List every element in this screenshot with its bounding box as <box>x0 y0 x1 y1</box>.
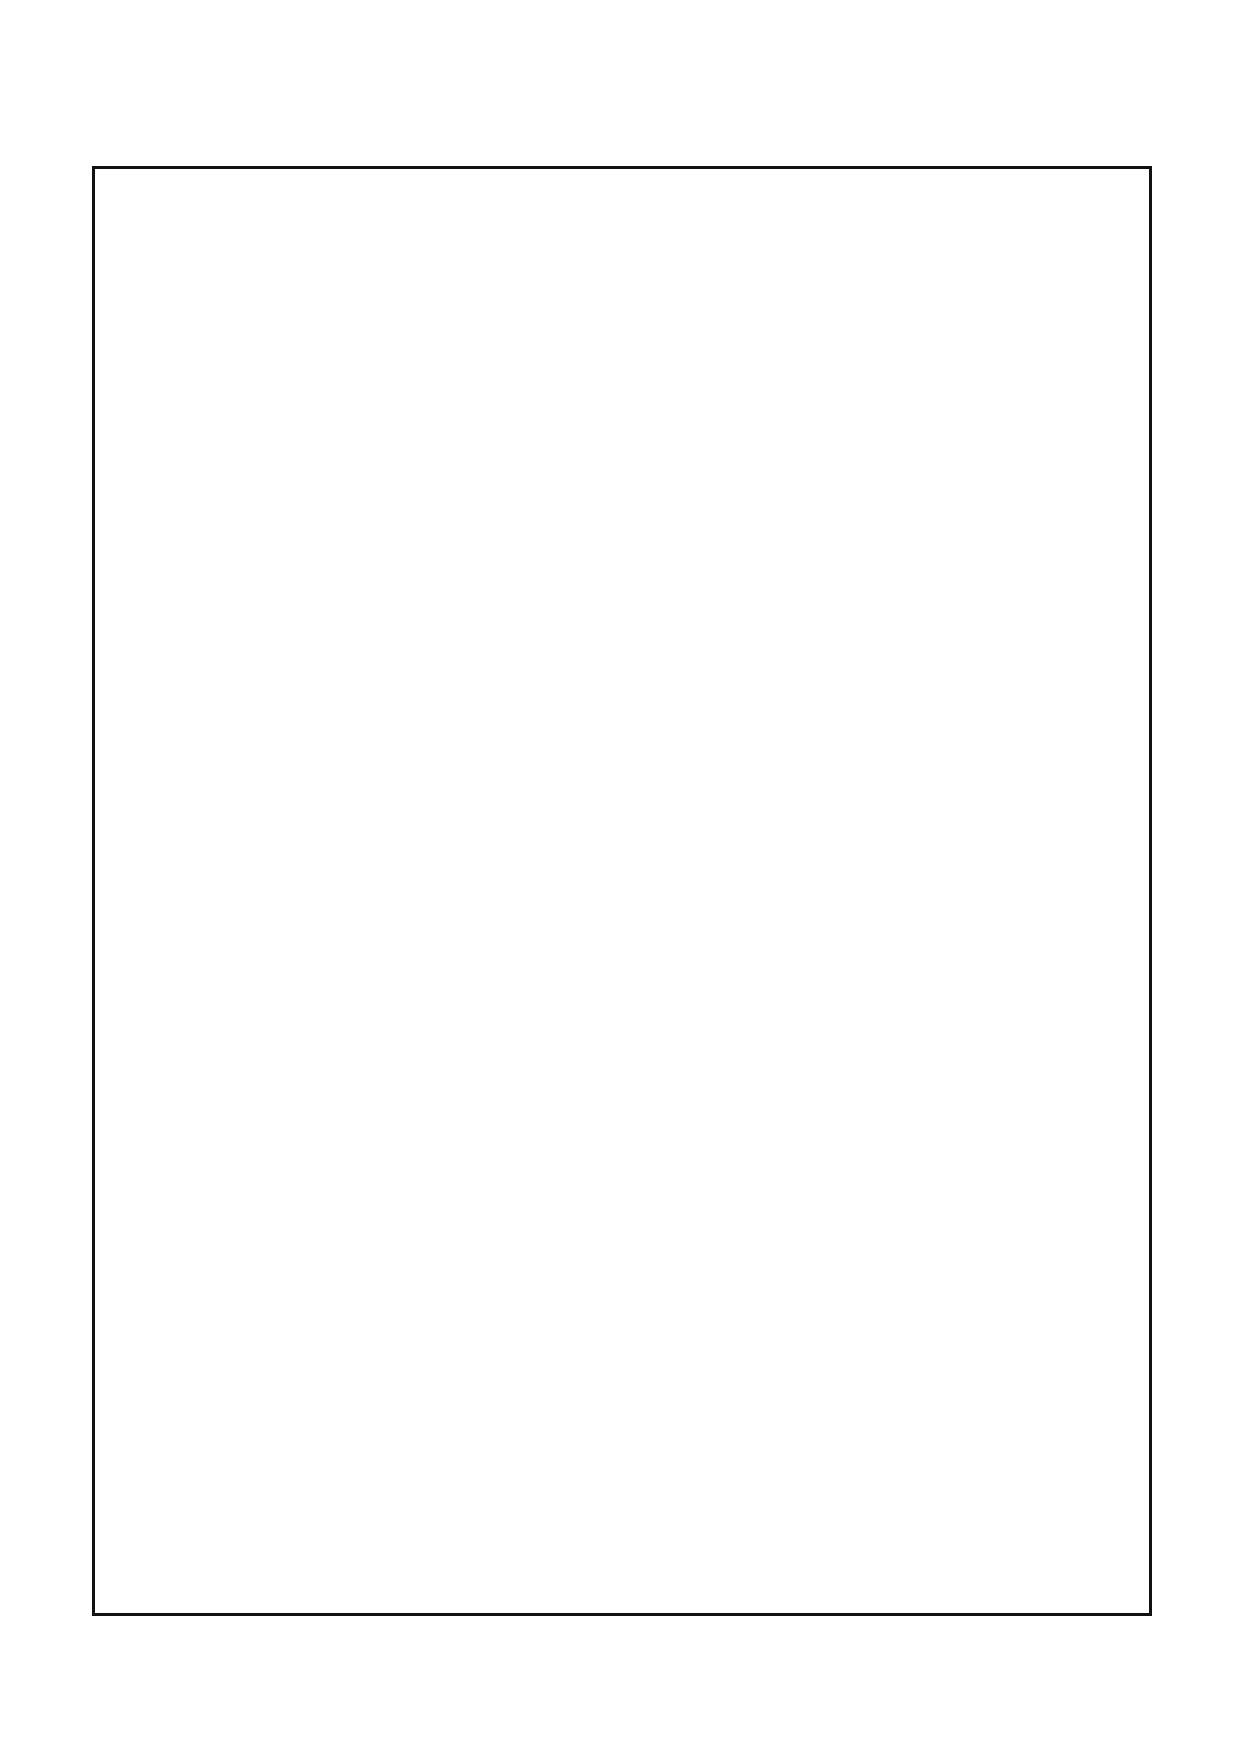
score-record-table <box>92 166 1152 1616</box>
